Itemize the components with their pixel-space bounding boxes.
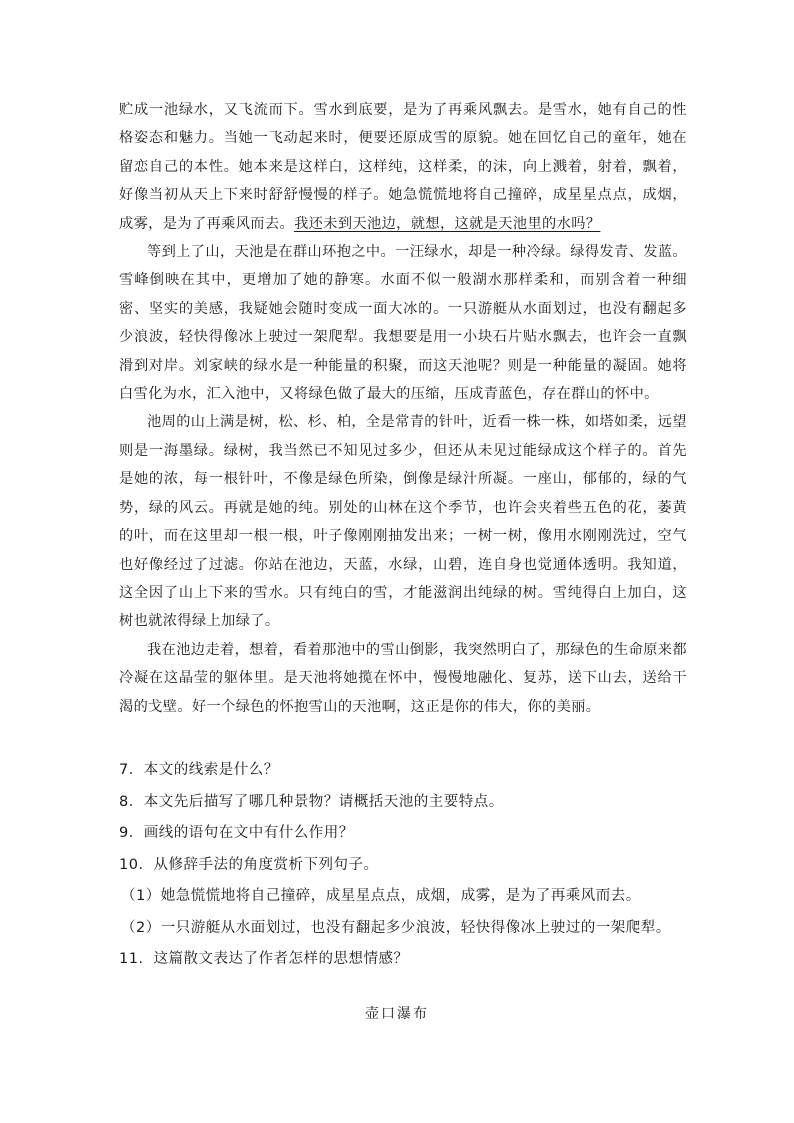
passage-paragraph-4: 我在池边走着，想着，看着那池中的雪山倒影，我突然明白了，那绿色的生命原来都冷凝在这晶莹的躯体里。是天池将她揽在怀中，慢慢地融化、复苏，送下山去，送给干渴的戈壁。好一个绿色的怀抱雪山的天池啊，这正是你的伟大，你的美丽。 bbox=[119, 641, 687, 715]
question-10-sub-1: （1）她急慌慌地将自己撞碎，成星星点点，成烟，成雾，是为了再乘风而去。 bbox=[121, 888, 641, 904]
next-article-title: 壶口瀑布 bbox=[365, 1006, 429, 1022]
question-8: 8．本文先后描写了哪几种景物？请概括天池的主要特点。 bbox=[119, 793, 504, 810]
question-10-sub-2: （2）一只游艇从水面划过，也没有翻起多少浪波，轻快得像冰上驶过的一架爬犁。 bbox=[121, 919, 671, 936]
underlined-sentence: 我还未到天池边，就想，这就是天池里的水吗？ bbox=[294, 215, 601, 232]
passage-paragraph-3: 池周的山上满是树，松、杉、柏，全是常青的针叶，近看一株一株，如塔如柔，远望则是一海墨绿。绿树，我当然已不知见过多少，但还从未见过能绿成这个样子的。首先是她的浓，每一根针叶，不像是绿色所染，倒像是绿汁所凝。一座山，郁郁的，绿的气势，绿的风云。再就是她的纯。别处的山林在这个季节，也许会夹着些五色的花，萎黄的叶，而在这里却一根一根，叶子像刚刚抽发出来；一树一树，像用水刚刚洗过，空气也好像经过了过滤。你站在池边，天蓝，水绿，山碧，连自身也觉通体透明。我知道，这全因了山上下来的雪水。只有纯白的雪，才能滋润出纯绿的树。雪纯得白上加白，这树也就浓得绿上加绿了。 bbox=[119, 414, 687, 630]
passage-paragraph-1: 贮成一池绿水，又飞流而下。雪水到底要，是为了再乘风飘去。是雪水，她有自己的性格姿态和魅力。当她一飞动起来时，便要还原成雪的原貌。她在回忆自己的童年，她在留恋自己的本性。她本来是这样白，这样纯，这样柔，的沫，向上溅着，射着，飘着，好像当初从天上下来时舒舒慢慢的样子。她急慌慌地将自己撞碎，成星星点点，成烟，成雾，是为了再乘风而去。我还未到天池边，就想，这就是天池里的水吗？ bbox=[119, 102, 687, 232]
passage-paragraph-2: 等到上了山，天池是在群山环抱之中。一汪绿水，却是一种冷绿。绿得发青、发蓝。雪峰倒映在其中，更增加了她的静寒。水面不似一般湖水那样柔和，而别含着一种细密、坚实的美感，我疑她会随时变成一面大冰的。一只游艇从水面划过，也没有翻起多少浪波，轻快得像冰上驶过一架爬犁。我想要是用一小块石片贴水飘去，也许会一直飘滑到对岸。刘家峡的绿水是一种能量的积聚，而这天池呢？则是一种能量的凝固。她将白雪化为水，汇入池中，又将绿色做了最大的压缩，压成青蓝色，存在群山的怀中。 bbox=[119, 244, 687, 403]
question-7: 7．本文的线索是什么？ bbox=[119, 762, 279, 778]
reading-passage bbox=[119, 96, 687, 721]
question-9: 9．画线的语句在文中有什么作用？ bbox=[119, 825, 354, 841]
question-10: 10．从修辞手法的角度赏析下列句子。 bbox=[119, 856, 379, 873]
question-11: 11．这篇散文表达了作者怎样的思想情感？ bbox=[119, 951, 409, 967]
question-list bbox=[119, 755, 719, 976]
